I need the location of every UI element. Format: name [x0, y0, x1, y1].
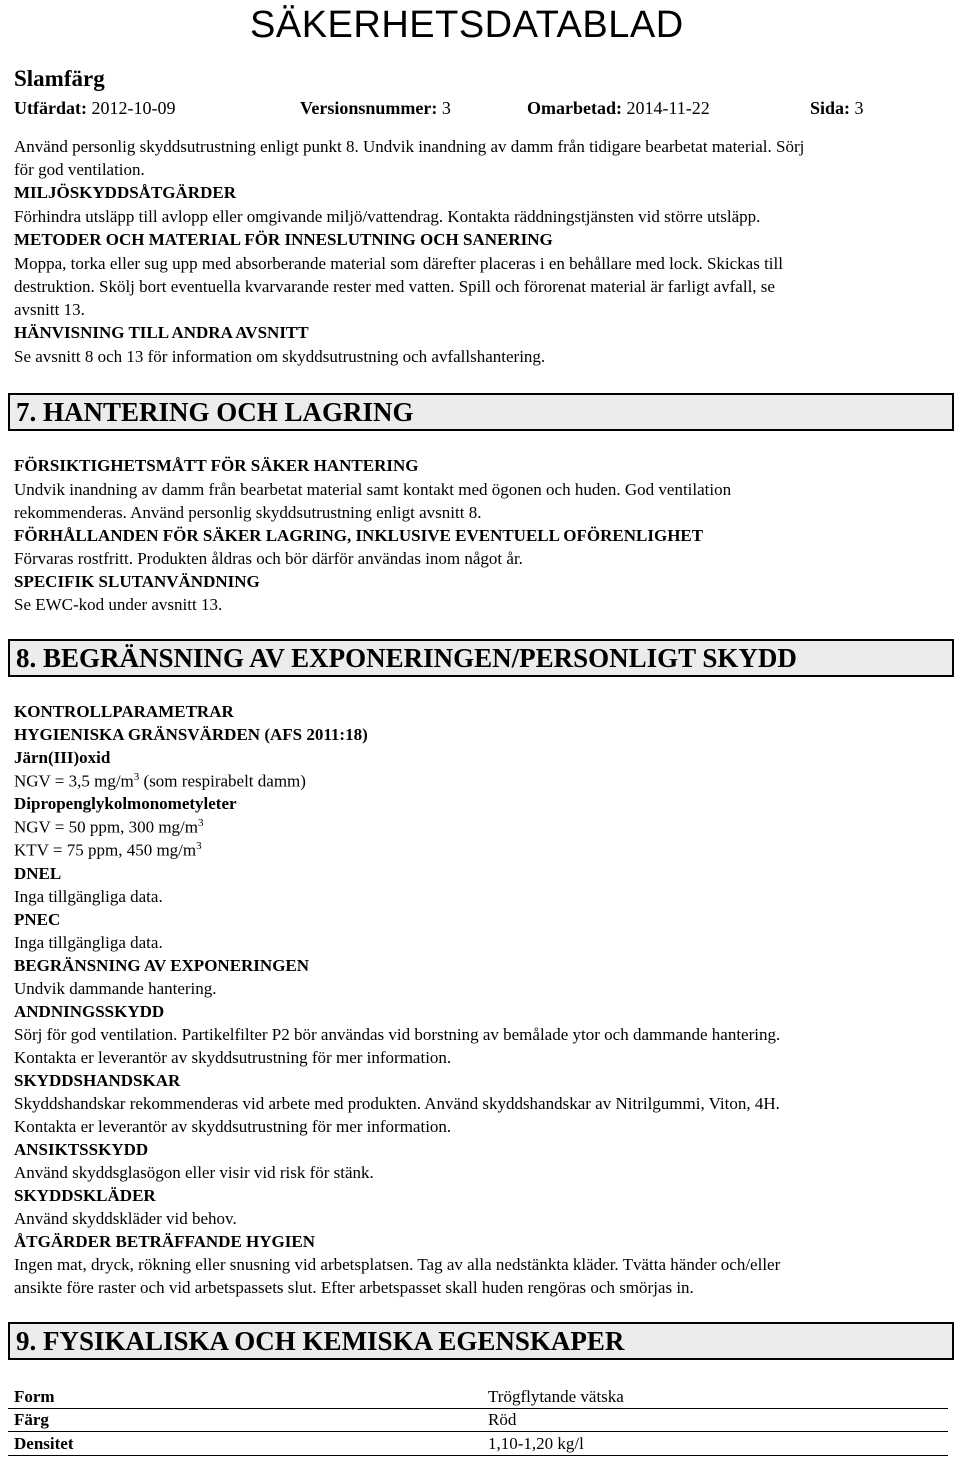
storage-text: Förvaras rostfritt. Produkten åldras och bör därför användas inom något år. — [14, 549, 523, 568]
pnec-title: PNEC — [14, 910, 61, 929]
respiratory-title: ANDNINGSSKYDD — [14, 1002, 165, 1021]
limits-title: HYGIENISKA GRÄNSVÄRDEN (AFS 2011:18) — [14, 725, 368, 744]
section-7-heading: 7. HANTERING OCH LAGRING — [8, 393, 954, 431]
product-name: Slamfärg — [14, 66, 105, 91]
gloves-line-1: Skyddshandskar rekommenderas vid arbete med produkten. Använd skyddshandskar av Nitrilgummi, Viton, 4H. — [14, 1094, 780, 1113]
respiratory-line-2: Kontakta er leverantör av skyddsutrustning för mer information. — [14, 1048, 452, 1067]
row-divider — [8, 1431, 948, 1432]
clothing-text: Använd skyddskläder vid behov. — [14, 1209, 237, 1228]
property-value-density: 1,10-1,20 kg/l — [488, 1434, 584, 1453]
face-protection-title: ANSIKTSSKYDD — [14, 1140, 149, 1159]
page-number: Sida: 3 — [810, 98, 864, 118]
respiratory-line-1: Sörj för god ventilation. Partikelfilter P2 bör användas vid borstning av bemålade ytor och dammande hantering. — [14, 1025, 781, 1044]
property-label-density: Densitet — [14, 1434, 74, 1453]
row-divider — [8, 1455, 948, 1456]
property-value-color: Röd — [488, 1410, 517, 1429]
document-title: SÄKERHETSDATABLAD — [250, 4, 684, 46]
env-text: Förhindra utsläpp till avlopp eller omgivande miljö/vattendrag. Kontakta räddningstjänsten vid större utsläpp. — [14, 207, 761, 226]
reference-title: HÄNVISNING TILL ANDRA AVSNITT — [14, 323, 309, 342]
precaution-line-2: rekommenderas. Använd personlig skyddsutrustning enligt avsnitt 8. — [14, 503, 482, 522]
exposure-title: BEGRÄNSNING AV EXPONERINGEN — [14, 956, 310, 975]
dnel-text: Inga tillgängliga data. — [14, 887, 163, 906]
dnel-title: DNEL — [14, 864, 62, 883]
env-title: MILJÖSKYDDSÅTGÄRDER — [14, 183, 236, 202]
gloves-title: SKYDDSHANDSKAR — [14, 1071, 181, 1090]
substance-2-name: Dipropenglykolmonometyleter — [14, 794, 237, 813]
method-line-1: Moppa, torka eller sug upp med absorberande material som därefter placeras i en behållare med lock. Skickas till — [14, 254, 783, 273]
substance-1-ngv: NGV = 3,5 $mg/m^3$ (som respirabelt damm) — [14, 771, 306, 791]
hygiene-title: ÅTGÄRDER BETRÄFFANDE HYGIEN — [14, 1232, 315, 1251]
method-line-2: destruktion. Skölj bort eventuella kvarvarande rester med vatten. Spill och förorenat material är farligt avfall, se — [14, 277, 775, 296]
control-params-title: KONTROLLPARAMETRAR — [14, 702, 234, 721]
substance-1-name: Järn(III)oxid — [14, 748, 111, 767]
property-label-color: Färg — [14, 1410, 49, 1429]
end-use-text: Se EWC-kod under avsnitt 13. — [14, 595, 223, 614]
substance-2-ngv: NGV = 50 ppm, 300 $mg/m^3$ — [14, 817, 204, 837]
hygiene-line-2: ansikte före raster och vid arbetspassets slut. Efter arbetspasset skall huden rengöras och smörjas in. — [14, 1278, 694, 1297]
revised-date: Omarbetad: 2014-11-22 — [527, 98, 710, 118]
precaution-title: FÖRSIKTIGHETSMÅTT FÖR SÄKER HANTERING — [14, 456, 419, 475]
section-8-heading: 8. BEGRÄNSNING AV EXPONERINGEN/PERSONLIGT SKYDD — [8, 639, 954, 677]
clothing-title: SKYDDSKLÄDER — [14, 1186, 156, 1205]
section-9-heading: 9. FYSIKALISKA OCH KEMISKA EGENSKAPER — [8, 1322, 954, 1360]
end-use-title: SPECIFIK SLUTANVÄNDNING — [14, 572, 260, 591]
version-number: Versionsnummer: 3 — [300, 98, 451, 118]
exposure-text: Undvik dammande hantering. — [14, 979, 217, 998]
issued-date: Utfärdat: 2012-10-09 — [14, 98, 176, 118]
face-protection-text: Använd skyddsglasögon eller visir vid risk för stänk. — [14, 1163, 374, 1182]
intro-line-2: för god ventilation. — [14, 160, 145, 179]
method-line-3: avsnitt 13. — [14, 300, 85, 319]
gloves-line-2: Kontakta er leverantör av skyddsutrustning för mer information. — [14, 1117, 452, 1136]
storage-title: FÖRHÅLLANDEN FÖR SÄKER LAGRING, INKLUSIVE EVENTUELL OFÖRENLIGHET — [14, 526, 704, 545]
pnec-text: Inga tillgängliga data. — [14, 933, 163, 952]
hygiene-line-1: Ingen mat, dryck, rökning eller snusning vid arbetsplatsen. Tag av alla nedstänkta kläder. Tvätta händer och/eller — [14, 1255, 781, 1274]
property-value-form: Trögflytande vätska — [488, 1387, 624, 1406]
intro-line-1: Använd personlig skyddsutrustning enligt punkt 8. Undvik inandning av damm från tidigare bearbetat material. Sörj — [14, 137, 805, 156]
row-divider — [8, 1408, 948, 1409]
method-title: METODER OCH MATERIAL FÖR INNESLUTNING OCH SANERING — [14, 230, 553, 249]
precaution-line-1: Undvik inandning av damm från bearbetat material samt kontakt med ögonen och huden. God ventilation — [14, 480, 732, 499]
substance-2-ktv: KTV = 75 ppm, 450 $mg/m^3$ — [14, 840, 202, 860]
reference-text: Se avsnitt 8 och 13 för information om skyddsutrustning och avfallshantering. — [14, 347, 546, 366]
property-label-form: Form — [14, 1387, 55, 1406]
